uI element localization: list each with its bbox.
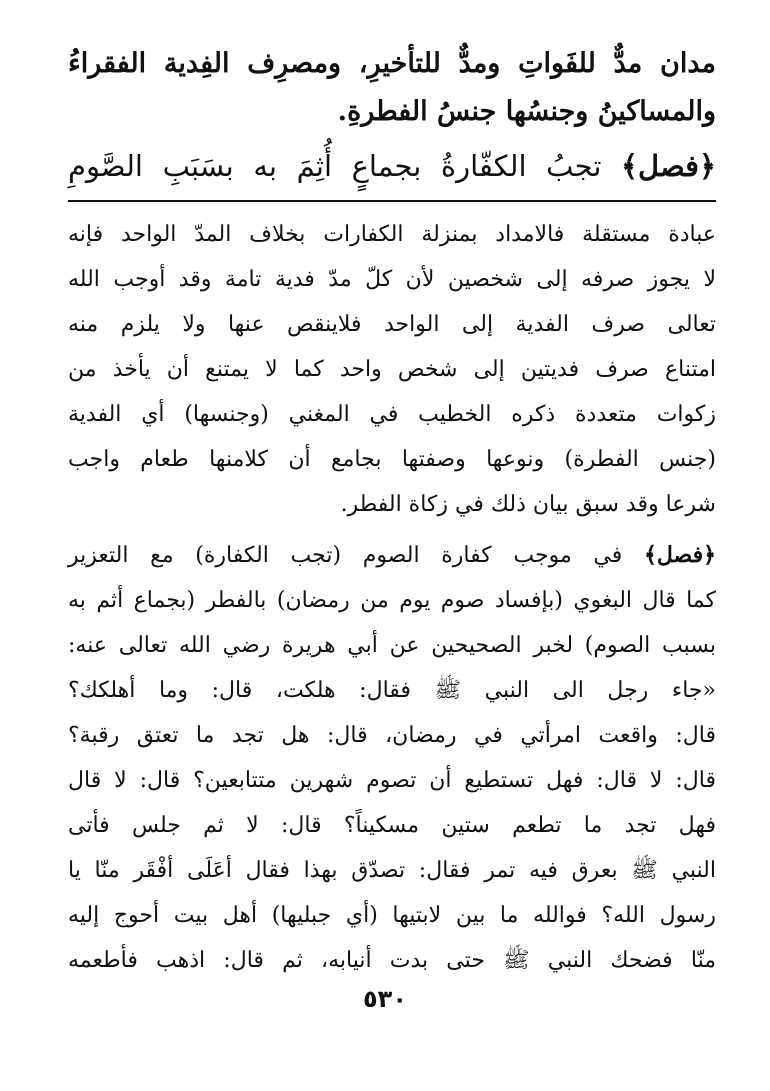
sharh-line: امتناع صرف فديتين إلى شخص واحد كما لا يمتنع أن يأخذ من [68, 357, 716, 382]
sharh-text [68, 212, 716, 983]
page-number: ٥٣٠ [363, 985, 407, 1013]
sharh-line: بسبب الصوم) لخبر الصحيحين عن أبي هريرة رضي الله تعالى عنه: [68, 633, 716, 658]
sharh-line: تعالى صرف الفدية إلى الواحد فلاينقص عنها ولا يلزم منه [68, 312, 716, 337]
matn-line-1: مدان مدٌّ للفَواتِ ومدٌّ للتأخيرِ، ومصرِف الفِدية الفقراءُ [68, 48, 716, 79]
matn-sharh-divider [68, 200, 716, 202]
sharh-line: شرعا وقد سبق بيان ذلك في زكاة الفطر. [340, 492, 716, 517]
sharh-line: رسول الله؟ فوالله ما بين لابتيها (أي جبليها) أهل بيت أحوج إليه [68, 903, 716, 928]
sharh-line: النبي ﷺ بعرق فيه تمر فقال: تصدّق بهذا فقال أعَلَى أفْقَر منّا يا [68, 858, 716, 883]
sharh-fasl-word: فصل [656, 542, 704, 568]
sharh-line: قال: واقعت امرأتي في رمضان، قال: هل تجد ما تعتق رقبة؟ [68, 723, 716, 748]
sharh-line: لا يجوز صرفه إلى شخصين لأن كلّ مدّ فدية تامة وقد أوجب الله [68, 267, 716, 292]
sharh-line: فهل تجد ما تطعم ستين مسكيناً؟ قال: لا ثم جلس فأتى [68, 813, 716, 838]
fasl-close-bracket: ﴾ [621, 149, 639, 183]
matn-line-2: والمساكينُ وجنسُها جنسُ الفطرةِ. [337, 96, 716, 127]
matn-text [68, 40, 716, 136]
sharh-line: «جاء رجل الى النبي ﷺ فقال: هلكت، قال: وما أهلكك؟ [68, 678, 716, 703]
fasl-heading-text: تجبُ الكفّارةُ بجماعٍ أُثِمَ به بسَبَبِ الصَّومِ [68, 149, 602, 183]
sharh-line: منّا فضحك النبي ﷺ حتى بدت أنيابه، ثم قال: اذهب فأطعمه [68, 948, 716, 973]
sharh-line: قال: لا قال: فهل تستطيع أن تصوم شهرين متتابعين؟ قال: لا قال [68, 768, 716, 793]
sharh-fasl-open-bracket: ﴿ [703, 542, 716, 568]
sharh-line: كما قال البغوي (بإفساد صوم يوم من رمضان) بالفطر (بجماع أثم به [68, 588, 716, 613]
fasl-word: فصل [638, 149, 699, 183]
sharh-line: (جنس الفطرة) ونوعها وصفتها بجامع أن كلامنها طعام واجب [68, 447, 716, 472]
sharh-fasl-rest: في موجب كفارة الصوم (تجب الكفارة) مع التعزير [68, 543, 623, 568]
fasl-heading [68, 136, 716, 196]
sharh-fasl-close-bracket: ﴾ [643, 542, 657, 568]
fasl-open-bracket: ﴿ [699, 149, 716, 183]
sharh-line: عبادة مستقلة فالامداد بمنزلة الكفارات بخلاف المدّ الواحد فإنه [68, 222, 716, 247]
page-body [68, 40, 716, 983]
sharh-line: زكوات متعددة ذكره الخطيب في المغني (وجنسها) أي الفدية [68, 402, 716, 427]
sharh-fasl-line [68, 533, 716, 578]
